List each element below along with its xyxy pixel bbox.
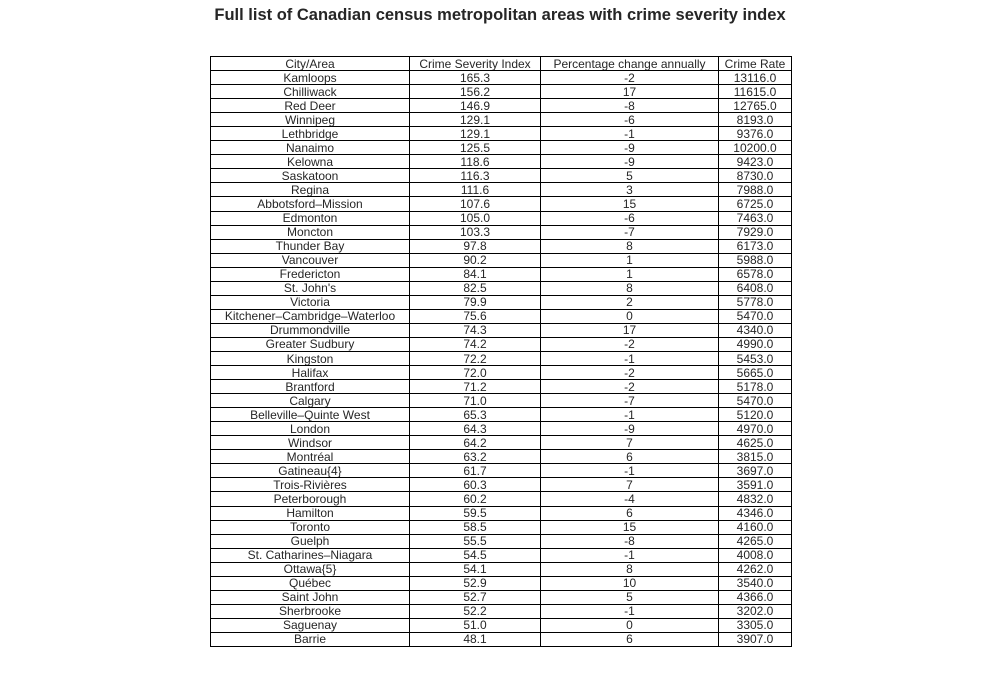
cell-crime-severity-index: 63.2 — [410, 450, 541, 464]
cell-city: Saint John — [211, 590, 410, 604]
cell-crime-rate: 4625.0 — [719, 436, 792, 450]
table-row — [211, 183, 792, 197]
cell-city: Drummondville — [211, 323, 410, 337]
cell-city: Thunder Bay — [211, 239, 410, 253]
cell-city: Saskatoon — [211, 169, 410, 183]
table-row — [211, 253, 792, 267]
cell-crime-rate: 9376.0 — [719, 127, 792, 141]
cell-city: Gatineau{4} — [211, 464, 410, 478]
cell-crime-rate: 5470.0 — [719, 309, 792, 323]
cell-crime-rate: 3697.0 — [719, 464, 792, 478]
table-row — [211, 113, 792, 127]
cell-crime-rate: 7988.0 — [719, 183, 792, 197]
cell-crime-severity-index: 82.5 — [410, 281, 541, 295]
cell-crime-severity-index: 54.5 — [410, 548, 541, 562]
cell-crime-severity-index: 72.0 — [410, 366, 541, 380]
table-row — [211, 169, 792, 183]
table-row — [211, 225, 792, 239]
table-row — [211, 211, 792, 225]
table-row — [211, 141, 792, 155]
cell-city: Windsor — [211, 436, 410, 450]
cell-city: Calgary — [211, 394, 410, 408]
cell-crime-severity-index: 52.2 — [410, 604, 541, 618]
cell-percentage-change: 6 — [541, 632, 719, 646]
cell-percentage-change: 0 — [541, 309, 719, 323]
cell-city: Edmonton — [211, 211, 410, 225]
cell-percentage-change: -9 — [541, 155, 719, 169]
cell-crime-rate: 4262.0 — [719, 562, 792, 576]
cell-crime-severity-index: 97.8 — [410, 239, 541, 253]
cell-crime-rate: 7929.0 — [719, 225, 792, 239]
cell-percentage-change: 1 — [541, 253, 719, 267]
cell-city: Saguenay — [211, 618, 410, 632]
cell-crime-severity-index: 79.9 — [410, 295, 541, 309]
cell-crime-severity-index: 59.5 — [410, 506, 541, 520]
cell-crime-severity-index: 65.3 — [410, 408, 541, 422]
cell-city: Kingston — [211, 351, 410, 365]
cell-crime-severity-index: 146.9 — [410, 99, 541, 113]
cell-percentage-change: 0 — [541, 618, 719, 632]
cell-city: Kitchener–Cambridge–Waterloo — [211, 309, 410, 323]
cell-city: Victoria — [211, 295, 410, 309]
cell-city: St. John's — [211, 281, 410, 295]
cell-crime-severity-index: 165.3 — [410, 71, 541, 85]
table-row — [211, 281, 792, 295]
cell-crime-severity-index: 105.0 — [410, 211, 541, 225]
cell-percentage-change: 17 — [541, 85, 719, 99]
cell-crime-rate: 4970.0 — [719, 422, 792, 436]
cell-percentage-change: 5 — [541, 590, 719, 604]
cell-crime-severity-index: 58.5 — [410, 520, 541, 534]
cell-crime-severity-index: 116.3 — [410, 169, 541, 183]
cell-city: Nanaimo — [211, 141, 410, 155]
table-row — [211, 394, 792, 408]
table-row — [211, 197, 792, 211]
cell-crime-rate: 3540.0 — [719, 576, 792, 590]
table-row — [211, 337, 792, 351]
cell-percentage-change: -1 — [541, 604, 719, 618]
cell-crime-severity-index: 52.7 — [410, 590, 541, 604]
cell-crime-severity-index: 111.6 — [410, 183, 541, 197]
table-row — [211, 267, 792, 281]
cell-crime-severity-index: 71.2 — [410, 380, 541, 394]
table-row — [211, 520, 792, 534]
cell-city: Barrie — [211, 632, 410, 646]
cell-crime-rate: 3305.0 — [719, 618, 792, 632]
cell-percentage-change: 3 — [541, 183, 719, 197]
cell-percentage-change: -7 — [541, 394, 719, 408]
cell-crime-rate: 3815.0 — [719, 450, 792, 464]
cell-crime-rate: 4008.0 — [719, 548, 792, 562]
cell-city: Greater Sudbury — [211, 337, 410, 351]
cell-crime-rate: 6578.0 — [719, 267, 792, 281]
cell-crime-severity-index: 71.0 — [410, 394, 541, 408]
cell-city: Red Deer — [211, 99, 410, 113]
cell-crime-severity-index: 55.5 — [410, 534, 541, 548]
cell-percentage-change: -9 — [541, 422, 719, 436]
table-row — [211, 506, 792, 520]
cell-city: Belleville–Quinte West — [211, 408, 410, 422]
cell-crime-rate: 3202.0 — [719, 604, 792, 618]
cell-crime-severity-index: 48.1 — [410, 632, 541, 646]
cell-city: Guelph — [211, 534, 410, 548]
cell-crime-rate: 3591.0 — [719, 478, 792, 492]
cell-crime-rate: 4346.0 — [719, 506, 792, 520]
cell-crime-rate: 11615.0 — [719, 85, 792, 99]
cell-percentage-change: 8 — [541, 281, 719, 295]
cell-crime-rate: 13116.0 — [719, 71, 792, 85]
cell-city: Winnipeg — [211, 113, 410, 127]
cell-crime-severity-index: 64.3 — [410, 422, 541, 436]
cell-crime-severity-index: 129.1 — [410, 113, 541, 127]
cell-city: Moncton — [211, 225, 410, 239]
cell-crime-rate: 7463.0 — [719, 211, 792, 225]
cell-city: Kelowna — [211, 155, 410, 169]
cell-percentage-change: -1 — [541, 127, 719, 141]
cell-percentage-change: -6 — [541, 211, 719, 225]
table-row — [211, 380, 792, 394]
table-row — [211, 548, 792, 562]
table-row — [211, 576, 792, 590]
cell-percentage-change: -2 — [541, 337, 719, 351]
cell-city: Abbotsford–Mission — [211, 197, 410, 211]
cell-percentage-change: 7 — [541, 478, 719, 492]
table-row — [211, 604, 792, 618]
cell-crime-severity-index: 125.5 — [410, 141, 541, 155]
table-row — [211, 478, 792, 492]
cell-percentage-change: -1 — [541, 548, 719, 562]
cell-city: Toronto — [211, 520, 410, 534]
cell-percentage-change: 8 — [541, 562, 719, 576]
cell-crime-severity-index: 84.1 — [410, 267, 541, 281]
cell-crime-severity-index: 60.2 — [410, 492, 541, 506]
table-row — [211, 323, 792, 337]
table-row — [211, 71, 792, 85]
cell-city: Halifax — [211, 366, 410, 380]
cell-crime-rate: 4160.0 — [719, 520, 792, 534]
table-row — [211, 351, 792, 365]
cell-city: Kamloops — [211, 71, 410, 85]
cell-crime-rate: 10200.0 — [719, 141, 792, 155]
cell-crime-rate: 6408.0 — [719, 281, 792, 295]
cell-city: Vancouver — [211, 253, 410, 267]
table-row — [211, 562, 792, 576]
table-row — [211, 85, 792, 99]
table-row — [211, 590, 792, 604]
cell-city: Fredericton — [211, 267, 410, 281]
cell-crime-rate: 8193.0 — [719, 113, 792, 127]
cell-percentage-change: -2 — [541, 366, 719, 380]
table-row — [211, 408, 792, 422]
cell-crime-rate: 5453.0 — [719, 351, 792, 365]
cell-crime-rate: 3907.0 — [719, 632, 792, 646]
cell-city: Montréal — [211, 450, 410, 464]
cell-percentage-change: 15 — [541, 197, 719, 211]
cell-crime-rate: 5178.0 — [719, 380, 792, 394]
cell-crime-rate: 4265.0 — [719, 534, 792, 548]
column-header-crime-severity-index: Crime Severity Index — [410, 57, 541, 71]
cell-city: St. Catharines–Niagara — [211, 548, 410, 562]
table-row — [211, 534, 792, 548]
cell-percentage-change: 5 — [541, 169, 719, 183]
table-row — [211, 436, 792, 450]
cell-crime-rate: 6173.0 — [719, 239, 792, 253]
cell-crime-severity-index: 129.1 — [410, 127, 541, 141]
cell-crime-rate: 4340.0 — [719, 323, 792, 337]
cell-crime-severity-index: 156.2 — [410, 85, 541, 99]
cell-city: Trois-Rivières — [211, 478, 410, 492]
cell-crime-rate: 4832.0 — [719, 492, 792, 506]
cell-crime-rate: 4990.0 — [719, 337, 792, 351]
cell-crime-severity-index: 74.2 — [410, 337, 541, 351]
chart-title: Full list of Canadian census metropolitan areas with crime severity index — [214, 6, 786, 24]
cell-city: Regina — [211, 183, 410, 197]
cell-city: London — [211, 422, 410, 436]
cell-percentage-change: 15 — [541, 520, 719, 534]
cell-city: Brantford — [211, 380, 410, 394]
table-row — [211, 492, 792, 506]
cell-city: Ottawa{5} — [211, 562, 410, 576]
cell-crime-severity-index: 51.0 — [410, 618, 541, 632]
cell-crime-severity-index: 60.3 — [410, 478, 541, 492]
cell-percentage-change: -6 — [541, 113, 719, 127]
cell-crime-rate: 5778.0 — [719, 295, 792, 309]
cell-percentage-change: -2 — [541, 380, 719, 394]
cell-city: Sherbrooke — [211, 604, 410, 618]
cell-percentage-change: -2 — [541, 71, 719, 85]
cell-percentage-change: -1 — [541, 408, 719, 422]
cell-crime-rate: 4366.0 — [719, 590, 792, 604]
cell-percentage-change: -8 — [541, 534, 719, 548]
cell-crime-severity-index: 90.2 — [410, 253, 541, 267]
cell-crime-severity-index: 103.3 — [410, 225, 541, 239]
cell-city: Chilliwack — [211, 85, 410, 99]
column-header-percentage-change: Percentage change annually — [541, 57, 719, 71]
cell-crime-rate: 9423.0 — [719, 155, 792, 169]
crime-severity-table — [210, 56, 792, 647]
cell-city: Québec — [211, 576, 410, 590]
cell-crime-severity-index: 74.3 — [410, 323, 541, 337]
cell-percentage-change: 8 — [541, 239, 719, 253]
table-header-row — [211, 57, 792, 71]
cell-percentage-change: 17 — [541, 323, 719, 337]
cell-percentage-change: 6 — [541, 450, 719, 464]
cell-crime-rate: 5470.0 — [719, 394, 792, 408]
cell-crime-rate: 8730.0 — [719, 169, 792, 183]
cell-crime-rate: 5988.0 — [719, 253, 792, 267]
table-row — [211, 99, 792, 113]
table-row — [211, 155, 792, 169]
table-row — [211, 366, 792, 380]
table-row — [211, 632, 792, 646]
cell-crime-severity-index: 118.6 — [410, 155, 541, 169]
column-header-city: City/Area — [211, 57, 410, 71]
cell-crime-severity-index: 64.2 — [410, 436, 541, 450]
table-row — [211, 464, 792, 478]
cell-crime-severity-index: 61.7 — [410, 464, 541, 478]
cell-crime-severity-index: 54.1 — [410, 562, 541, 576]
table-row — [211, 309, 792, 323]
cell-crime-severity-index: 75.6 — [410, 309, 541, 323]
cell-percentage-change: -1 — [541, 464, 719, 478]
table-row — [211, 450, 792, 464]
cell-crime-rate: 5665.0 — [719, 366, 792, 380]
cell-city: Peterborough — [211, 492, 410, 506]
cell-percentage-change: -7 — [541, 225, 719, 239]
cell-percentage-change: -8 — [541, 99, 719, 113]
table-row — [211, 295, 792, 309]
cell-percentage-change: 7 — [541, 436, 719, 450]
cell-percentage-change: 6 — [541, 506, 719, 520]
cell-city: Hamilton — [211, 506, 410, 520]
table-row — [211, 618, 792, 632]
cell-crime-severity-index: 72.2 — [410, 351, 541, 365]
cell-percentage-change: 10 — [541, 576, 719, 590]
cell-percentage-change: -9 — [541, 141, 719, 155]
cell-percentage-change: 2 — [541, 295, 719, 309]
table-body — [211, 71, 792, 647]
cell-crime-severity-index: 52.9 — [410, 576, 541, 590]
cell-percentage-change: -4 — [541, 492, 719, 506]
cell-crime-rate: 6725.0 — [719, 197, 792, 211]
cell-percentage-change: 1 — [541, 267, 719, 281]
table-row — [211, 127, 792, 141]
cell-crime-severity-index: 107.6 — [410, 197, 541, 211]
cell-crime-rate: 5120.0 — [719, 408, 792, 422]
table-row — [211, 239, 792, 253]
cell-city: Lethbridge — [211, 127, 410, 141]
column-header-crime-rate: Crime Rate — [719, 57, 792, 71]
table-row — [211, 422, 792, 436]
cell-percentage-change: -1 — [541, 351, 719, 365]
cell-crime-rate: 12765.0 — [719, 99, 792, 113]
